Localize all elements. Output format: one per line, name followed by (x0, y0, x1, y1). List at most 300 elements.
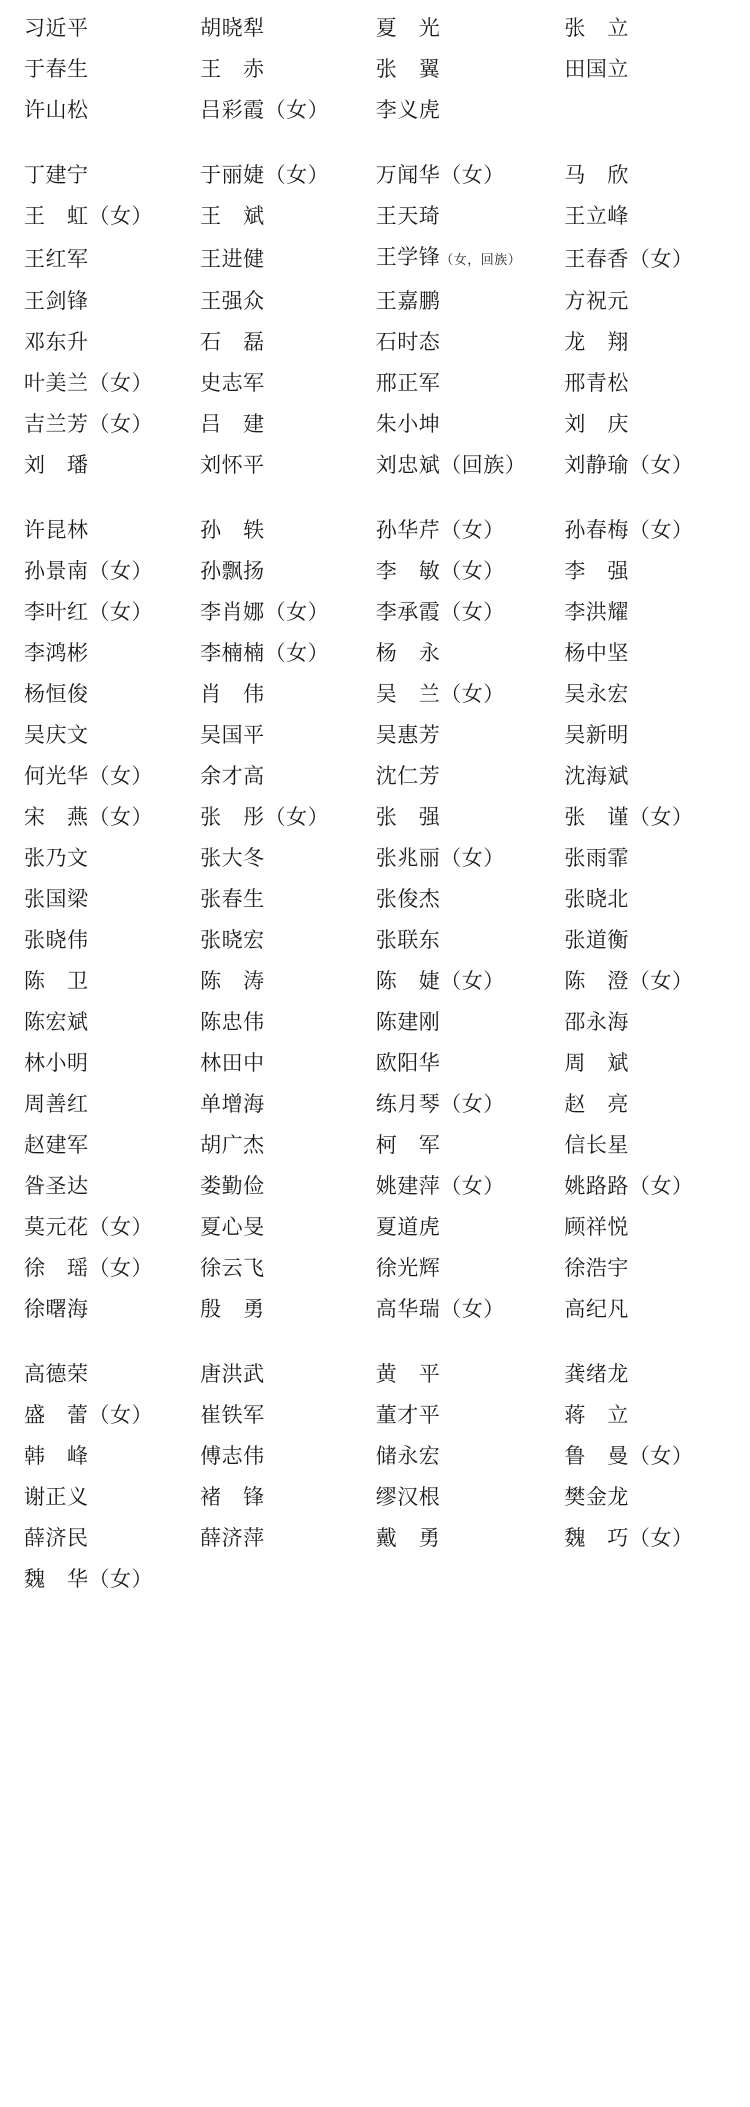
person-name: 盛 蕾（女） (24, 1403, 153, 1427)
name-cell (546, 404, 728, 445)
table-row (22, 363, 728, 404)
name-cell (182, 196, 364, 237)
person-name: 张晓伟 (24, 928, 89, 952)
person-name: 张兆丽（女） (375, 846, 505, 870)
name-cell (546, 879, 728, 920)
name-cell (364, 510, 547, 551)
person-name: 吴 兰（女） (375, 682, 505, 706)
name-cell (22, 322, 182, 363)
name-cell (364, 551, 547, 592)
table-row (22, 1354, 728, 1395)
person-name: 唐洪武 (200, 1362, 265, 1386)
person-name: 鲁 曼（女） (564, 1444, 694, 1468)
name-cell (364, 1518, 547, 1559)
name-cell (22, 838, 182, 879)
person-name: 吴新明 (564, 723, 629, 747)
person-name: 欧阳华 (375, 1051, 441, 1075)
name-cell (364, 1043, 547, 1084)
person-name: 姚路路（女） (564, 1174, 694, 1198)
person-name: 吴国平 (200, 723, 265, 747)
person-name: 刘怀平 (200, 453, 265, 477)
person-name: 崔铁军 (200, 1403, 265, 1427)
table-row (22, 1125, 728, 1166)
name-cell (182, 404, 364, 445)
person-name: 陈宏斌 (24, 1010, 89, 1034)
name-cell (182, 363, 364, 404)
name-cell (364, 281, 547, 322)
name-cell (22, 510, 182, 551)
person-name: 石 磊 (200, 330, 265, 354)
table-row (22, 961, 728, 1002)
person-name: 戴 勇 (375, 1526, 441, 1550)
name-cell (364, 445, 547, 486)
person-name: 高纪凡 (564, 1297, 629, 1321)
name-cell (546, 797, 728, 838)
name-cell (546, 1395, 728, 1436)
name-cell (546, 1354, 728, 1395)
name-cell (364, 756, 547, 797)
person-name: 黄 平 (375, 1362, 441, 1386)
name-cell (22, 715, 182, 756)
table-row (22, 155, 728, 196)
person-name: 信长星 (564, 1133, 629, 1157)
person-name: 张 彤（女） (200, 805, 330, 829)
name-cell (22, 1289, 182, 1330)
person-name: 林小明 (24, 1051, 89, 1075)
person-name: 王红军 (24, 246, 89, 271)
block-separator-cell (22, 131, 728, 155)
person-name: 李楠楠（女） (200, 641, 330, 665)
person-name: 于春生 (24, 57, 89, 81)
person-name: 张晓北 (564, 887, 629, 911)
table-row (22, 715, 728, 756)
person-name: 张乃文 (24, 846, 89, 870)
name-cell (546, 1559, 728, 1600)
person-name: 李 强 (564, 559, 629, 583)
person-name: 张 强 (375, 805, 441, 829)
person-name: 王嘉鹏 (375, 289, 441, 313)
name-cell (22, 1477, 182, 1518)
person-name: 李肖娜（女） (200, 600, 330, 624)
table-row (22, 196, 728, 237)
person-name: 张 谨（女） (564, 805, 694, 829)
person-name: 赵 亮 (564, 1092, 629, 1116)
name-cell (364, 1559, 547, 1600)
person-name: 吉兰芳（女） (24, 412, 153, 436)
name-cell (22, 592, 182, 633)
block-separator-cell (22, 486, 728, 510)
person-name: 王强众 (200, 289, 265, 313)
person-name: 胡晓犁 (200, 16, 265, 40)
table-row (22, 1477, 728, 1518)
name-cell (22, 1002, 182, 1043)
name-cell (22, 1248, 182, 1289)
person-name: 傅志伟 (200, 1444, 265, 1468)
name-cell (182, 1559, 364, 1600)
person-name: 方祝元 (564, 289, 629, 313)
name-cell (546, 196, 728, 237)
name-cell (364, 196, 547, 237)
person-name: 蒋 立 (564, 1403, 629, 1427)
name-cell (182, 155, 364, 196)
name-cell (182, 838, 364, 879)
name-cell (22, 1559, 182, 1600)
name-cell (182, 90, 364, 131)
person-name: 龙 翔 (564, 330, 629, 354)
name-cell (22, 445, 182, 486)
table-row (22, 838, 728, 879)
name-cell (22, 633, 182, 674)
person-name: 朱小坤 (375, 412, 441, 436)
person-name: 李承霞（女） (375, 600, 505, 624)
name-cell (546, 1125, 728, 1166)
person-name: 张 立 (564, 16, 629, 40)
person-name: 杨 永 (375, 641, 441, 665)
person-name: 夏 光 (375, 16, 441, 40)
table-row (22, 797, 728, 838)
name-cell (546, 1084, 728, 1125)
name-cell (22, 90, 182, 131)
name-cell (182, 1043, 364, 1084)
person-name: 吴惠芳 (375, 723, 441, 747)
name-cell (364, 155, 547, 196)
person-name: 何光华（女） (24, 764, 153, 788)
name-cell (182, 756, 364, 797)
name-cell (364, 1395, 547, 1436)
person-name: 张春生 (200, 887, 265, 911)
name-cell (546, 155, 728, 196)
person-name: 杨恒俊 (24, 682, 89, 706)
name-cell (22, 551, 182, 592)
person-name: 沈海斌 (564, 764, 629, 788)
table-row (22, 90, 728, 131)
person-name: 余才高 (200, 764, 265, 788)
person-name: 陈忠伟 (200, 1010, 265, 1034)
name-cell (364, 1436, 547, 1477)
person-name: 韩 峰 (24, 1444, 89, 1468)
name-cell (364, 592, 547, 633)
person-name: 万闻华（女） (375, 163, 505, 187)
person-name: 高德荣 (24, 1362, 89, 1386)
name-cell (364, 961, 547, 1002)
name-cell (546, 961, 728, 1002)
name-cell (546, 756, 728, 797)
table-row (22, 1084, 728, 1125)
person-name: 褚 锋 (200, 1485, 265, 1509)
name-cell (182, 1354, 364, 1395)
name-cell (182, 510, 364, 551)
name-roster-table (22, 8, 728, 1600)
name-cell (364, 797, 547, 838)
name-cell (182, 237, 364, 281)
person-name: 陈 婕（女） (375, 969, 505, 993)
person-name: 马 欣 (564, 163, 629, 187)
person-name: 石时态 (375, 330, 441, 354)
name-cell (182, 1084, 364, 1125)
name-cell (22, 1166, 182, 1207)
table-row (22, 1166, 728, 1207)
name-cell (364, 404, 547, 445)
name-cell (546, 1518, 728, 1559)
name-cell (546, 838, 728, 879)
name-cell (546, 445, 728, 486)
name-cell (364, 90, 547, 131)
name-cell (546, 510, 728, 551)
name-cell (364, 1166, 547, 1207)
block-separator (22, 1330, 728, 1354)
table-row (22, 1248, 728, 1289)
person-name: 于丽婕（女） (200, 163, 330, 187)
name-cell (182, 1477, 364, 1518)
block-separator-cell (22, 1330, 728, 1354)
person-name: 储永宏 (375, 1444, 441, 1468)
person-name: 田国立 (564, 57, 629, 81)
name-cell (22, 281, 182, 322)
person-name: 刘忠斌（回族） (375, 453, 527, 477)
name-cell (546, 322, 728, 363)
name-cell (364, 1248, 547, 1289)
table-row (22, 49, 728, 90)
name-cell (22, 1207, 182, 1248)
name-cell (364, 715, 547, 756)
person-name: 张国梁 (24, 887, 89, 911)
person-name: 张道衡 (564, 928, 629, 952)
name-cell (22, 797, 182, 838)
person-name: 殷 勇 (200, 1297, 265, 1321)
name-cell (22, 920, 182, 961)
name-cell (182, 1166, 364, 1207)
block-separator (22, 131, 728, 155)
person-name: 李洪耀 (564, 600, 629, 624)
person-name: 娄勤俭 (200, 1174, 265, 1198)
person-name: 高华瑞（女） (375, 1297, 505, 1321)
person-name: 张晓宏 (200, 928, 265, 952)
name-cell (182, 920, 364, 961)
name-cell (22, 879, 182, 920)
person-name: 王春香（女） (564, 246, 694, 271)
person-name: 薛济萍 (200, 1526, 265, 1550)
name-cell (22, 1125, 182, 1166)
name-cell (546, 1043, 728, 1084)
name-cell (364, 1207, 547, 1248)
name-cell (182, 8, 364, 49)
table-row (22, 404, 728, 445)
name-annotation: （女，回族） (440, 253, 522, 268)
person-name: 龚绪龙 (564, 1362, 629, 1386)
table-row (22, 8, 728, 49)
name-cell (546, 49, 728, 90)
table-row (22, 281, 728, 322)
person-name: 宋 燕（女） (24, 805, 153, 829)
name-cell (22, 49, 182, 90)
name-cell (364, 49, 547, 90)
person-name: 王天琦 (375, 204, 441, 228)
person-name: 薛济民 (24, 1526, 89, 1550)
person-name: 李鸿彬 (24, 641, 89, 665)
name-cell (22, 1436, 182, 1477)
name-cell (364, 674, 547, 715)
name-cell (22, 8, 182, 49)
name-cell (22, 961, 182, 1002)
name-cell (364, 1125, 547, 1166)
name-cell (182, 1248, 364, 1289)
person-name: 徐 瑶（女） (24, 1256, 153, 1280)
name-roster-body (22, 8, 728, 1600)
person-name: 吴永宏 (564, 682, 629, 706)
person-name: 赵建军 (24, 1133, 89, 1157)
name-cell (182, 1395, 364, 1436)
person-name: 王立峰 (564, 204, 629, 228)
person-name: 徐光辉 (375, 1256, 441, 1280)
person-name: 吴庆文 (24, 723, 89, 747)
name-cell (546, 1477, 728, 1518)
name-cell (546, 1207, 728, 1248)
name-cell (364, 363, 547, 404)
person-name: 陈 涛 (200, 969, 265, 993)
name-cell (546, 674, 728, 715)
name-cell (22, 1084, 182, 1125)
table-row (22, 674, 728, 715)
person-name: 张 翼 (375, 57, 441, 81)
person-name: 张俊杰 (375, 887, 441, 911)
table-row (22, 322, 728, 363)
table-row (22, 1207, 728, 1248)
name-cell (546, 363, 728, 404)
name-cell (182, 633, 364, 674)
name-cell (546, 1248, 728, 1289)
name-cell (182, 961, 364, 1002)
name-cell (182, 592, 364, 633)
person-name: 张联东 (375, 928, 441, 952)
name-cell (22, 1354, 182, 1395)
table-row (22, 445, 728, 486)
table-row (22, 551, 728, 592)
name-cell (364, 322, 547, 363)
name-cell (182, 445, 364, 486)
name-cell (546, 90, 728, 131)
person-name: 邢正军 (375, 371, 441, 395)
name-cell (22, 674, 182, 715)
person-name: 王 斌 (200, 204, 265, 228)
name-cell (182, 551, 364, 592)
person-name: 魏 巧（女） (564, 1526, 694, 1550)
person-name: 王 虹（女） (24, 204, 153, 228)
person-name: 莫元花（女） (24, 1215, 153, 1239)
block-separator (22, 486, 728, 510)
name-cell (182, 879, 364, 920)
table-row (22, 633, 728, 674)
person-name: 魏 华（女） (24, 1567, 153, 1591)
person-name: 王学锋（女，回族） (375, 245, 522, 269)
name-cell (546, 592, 728, 633)
person-name: 姚建萍（女） (375, 1174, 505, 1198)
person-name: 吕彩霞（女） (200, 98, 330, 122)
name-cell (546, 551, 728, 592)
person-name: 孙春梅（女） (564, 518, 694, 542)
person-name: 习近平 (24, 16, 89, 40)
table-row (22, 756, 728, 797)
name-cell (182, 1002, 364, 1043)
person-name: 李义虎 (375, 98, 441, 122)
name-cell (22, 1518, 182, 1559)
person-name: 夏道虎 (375, 1215, 441, 1239)
name-cell (364, 633, 547, 674)
person-name: 杨中坚 (564, 641, 629, 665)
person-name: 练月琴（女） (375, 1092, 505, 1116)
name-cell (22, 155, 182, 196)
person-name: 刘 璠 (24, 453, 89, 477)
name-cell (546, 1002, 728, 1043)
person-name: 肖 伟 (200, 682, 265, 706)
person-name: 徐云飞 (200, 1256, 265, 1280)
name-cell (182, 797, 364, 838)
table-row (22, 1559, 728, 1600)
person-name: 王 赤 (200, 57, 265, 81)
name-cell (182, 1125, 364, 1166)
person-name: 刘静瑜（女） (564, 453, 694, 477)
name-cell (364, 1477, 547, 1518)
person-name: 邵永海 (564, 1010, 629, 1034)
person-name: 沈仁芳 (375, 764, 441, 788)
name-cell (546, 920, 728, 961)
person-name: 陈 澄（女） (564, 969, 694, 993)
person-name: 陈 卫 (24, 969, 89, 993)
name-cell (546, 1289, 728, 1330)
person-name: 樊金龙 (564, 1485, 629, 1509)
name-cell (546, 1436, 728, 1477)
person-name: 邢青松 (564, 371, 629, 395)
name-cell (364, 838, 547, 879)
person-name: 谢正义 (24, 1485, 89, 1509)
name-cell (182, 1289, 364, 1330)
person-name: 缪汉根 (375, 1485, 441, 1509)
name-cell (22, 756, 182, 797)
person-name: 孙飘扬 (200, 559, 265, 583)
person-name: 许昆林 (24, 518, 89, 542)
person-name: 徐浩宇 (564, 1256, 629, 1280)
name-cell (364, 237, 547, 281)
name-cell (182, 49, 364, 90)
table-row (22, 1395, 728, 1436)
table-row (22, 1436, 728, 1477)
name-cell (546, 237, 728, 281)
table-row (22, 1002, 728, 1043)
name-cell (182, 715, 364, 756)
person-name: 刘 庆 (564, 412, 629, 436)
name-cell (364, 1354, 547, 1395)
name-cell (546, 1166, 728, 1207)
person-name: 李 敏（女） (375, 559, 505, 583)
person-name: 孙景南（女） (24, 559, 153, 583)
name-cell (364, 8, 547, 49)
name-cell (182, 674, 364, 715)
person-name: 柯 军 (375, 1133, 441, 1157)
name-cell (364, 1084, 547, 1125)
name-cell (546, 281, 728, 322)
name-cell (364, 879, 547, 920)
table-row (22, 1043, 728, 1084)
name-cell (22, 237, 182, 281)
name-cell (546, 633, 728, 674)
person-name: 许山松 (24, 98, 89, 122)
person-name: 周 斌 (564, 1051, 629, 1075)
person-name: 史志军 (200, 371, 265, 395)
name-cell (364, 1002, 547, 1043)
person-name: 昝圣达 (24, 1174, 89, 1198)
table-row (22, 510, 728, 551)
name-cell (182, 322, 364, 363)
person-name: 夏心旻 (200, 1215, 265, 1239)
